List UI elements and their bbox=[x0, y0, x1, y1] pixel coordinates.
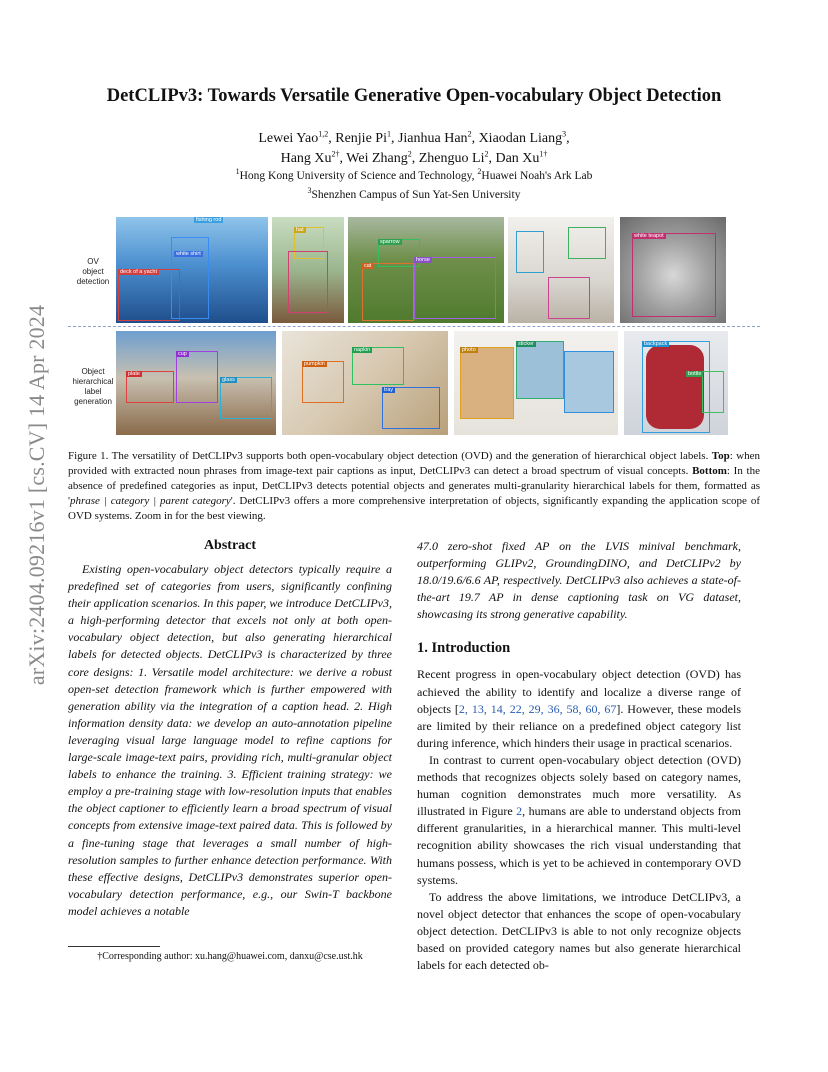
tag-white-shirt: white shirt bbox=[176, 251, 201, 257]
footnote: †Corresponding author: xu.hang@huawei.com, danxu@cse.ust.hk bbox=[97, 951, 363, 962]
tag-backpack: backpack bbox=[644, 341, 668, 347]
tag-fishing-rod: fishing rod bbox=[196, 217, 222, 223]
tag-deck: deck of a yacht bbox=[120, 269, 157, 275]
affiliation-line-1: $^1$Hong Kong University of Science and Technology, $^2$Huawei Noah's Ark Lab bbox=[235, 167, 593, 182]
image-photos bbox=[454, 331, 618, 435]
image-kitchen bbox=[508, 217, 614, 323]
image-teapot bbox=[620, 217, 726, 323]
footnote-rule bbox=[68, 946, 160, 947]
tag-sticker: sticker bbox=[518, 341, 534, 347]
tag-cat: cat bbox=[364, 263, 372, 269]
figure-divider bbox=[68, 326, 760, 327]
tag-photo: photo bbox=[462, 347, 476, 353]
tag-sparrow: sparrow bbox=[380, 239, 400, 245]
row-label-ov-detection: OV object detection bbox=[76, 257, 110, 286]
affiliation-line-2: $^3$Shenzhen Campus of Sun Yat-Sen University bbox=[307, 186, 521, 201]
caption-label: Figure 1. bbox=[68, 450, 109, 462]
tag-pumpkin: pumpkin bbox=[304, 361, 325, 367]
tag-bottle: bottle bbox=[688, 371, 702, 377]
image-table-food bbox=[282, 331, 448, 435]
left-column bbox=[68, 538, 392, 920]
image-animals bbox=[348, 217, 504, 323]
tag-plate: plate bbox=[128, 371, 140, 377]
abstract-continuation: 47.0 zero-shot fixed AP on the LVIS minival benchmark, outperforming GLIPv2, GroundingDINO, and DetCLIPv2 by 18.0/19.6/6.6 AP, respectively. DetCLIPv3 also achieves a state-of-the-art 19.7 AP in dense captioning task on VG dataset, showcasing its strong generative capability. bbox=[417, 539, 741, 622]
introduction-heading: 1. Introduction bbox=[417, 640, 511, 657]
citation-links[interactable]: 2, 13, 14, 22, 29, 36, 58, 60, 67 bbox=[458, 701, 617, 716]
arxiv-stamp-text: arXiv:2404.09216v1 [cs.CV] 14 Apr 2024 bbox=[24, 304, 49, 686]
right-column bbox=[417, 538, 741, 974]
tag-tray: tray bbox=[384, 387, 394, 393]
abstract-heading: Abstract bbox=[203, 538, 257, 553]
intro-paragraph-3: To address the above limitations, we introduce DetCLIPv3, a novel object detector that enhances the scope of open-vocabulary object detection. DetCLIPv3 is able to not only recognize objects based on provided category names but also generate hierarchical labels for each detected ob- bbox=[417, 889, 741, 973]
figure-1 bbox=[68, 215, 760, 437]
author-list bbox=[0, 129, 828, 169]
image-person bbox=[272, 217, 344, 323]
author-line-2: Hang $Xu^{2\dagger}$, Wei Zhang$^2$, Zhenguo Li$^2$, Dan $Xu^{1\dagger}$ bbox=[280, 149, 548, 166]
abstract-body: Existing open-vocabulary object detectors typically require a predefined set of categories from users, significantly confining their application scenarios. In this paper, we introduce DetCLIPv3, a high-performing detector that excels not only at both open-vocabulary object detection, but also generating hierarchical labels for detected objects. DetCLIPv3 is characterized by three core designs: 1. Versatile model architecture: we derive a robust open-set detection framework which is further empowered with generation ability via the integration of a caption head. 2. High information density data: we develop an auto-annotation pipeline leveraging visual large language model to refine captions for large-scale image-text pairs, providing rich, multi-granular object labels to enhance the training. 3. Efficient training strategy: we employ a pre-training stage with low-resolution inputs that enables the object captioner to efficiently learn a broad spectrum of visual concepts from extensive image-text paired data. This is followed by a fine-tuning stage that leverages a small number of high-resolution samples to further enhance detection performance. With these effective designs, DetCLIPv3 demonstrates superior open-vocabulary detection performance, e.g., our Swin-T backbone model achieves a notable bbox=[68, 562, 392, 918]
figure-2-link[interactable]: 2 bbox=[516, 804, 523, 819]
image-yacht bbox=[116, 217, 268, 323]
figure-caption: Figure 1. The versatility of DetCLIPv3 supports both open-vocabulary object detection (OVD) and the generation of hierarchical object labels. Top: when provided with extracted noun phrases from image-text pair captions as input, DetCLIPv3 can detect a broad spectrum of visual concepts. Bottom: In the absence of predefined categories as input, DetCLIPv3 detects potential objects and generates multi-granularity hierarchical labels for them, formatted as 'phrase | category | parent category'. DetCLIPv3 offers a more comprehensive interpretation of objects, significantly expanding the application scope of OVD systems. Zoom in for the best viewing. bbox=[68, 450, 760, 522]
image-dining bbox=[116, 331, 276, 435]
intro-paragraph-1: Recent progress in open-vocabulary object detection (OVD) has achieved the ability to identify and localize a diverse range of objects [2, 13, 14, 22, 29, 36, 58, 60, 67]. However, these models are limited by their reliance on a predefined object category list during inference, which hinders their usage in practical scenarios. bbox=[417, 667, 741, 750]
tag-glass: glass bbox=[222, 377, 235, 383]
arxiv-stamp bbox=[22, 285, 52, 705]
tag-napkin: napkin bbox=[354, 347, 371, 353]
tag-cup: cup bbox=[178, 351, 187, 357]
row-label-hierarchical: Object hierarchical label generation bbox=[72, 367, 114, 406]
author-line-1: Lewei Yao$^{1,2}$, Renjie Pi$^1$, Jianhua Han$^2$, Xiaodan Liang$^3$, bbox=[258, 129, 570, 146]
paper-title: DetCLIPv3: Towards Versatile Generative Open-vocabulary Object Detection bbox=[106, 86, 722, 106]
tag-hat: hat bbox=[296, 227, 304, 233]
image-backpack bbox=[624, 331, 728, 435]
intro-paragraph-2: In contrast to current open-vocabulary object detection (OVD) methods that recognizes objects solely based on category names, human cognition demonstrates much more versatility. As illustrated in Figure 2, humans are able to understand objects from different granularities, in a hierarchical manner. This multi-level recognition ability showcases the rich visual understanding that humans possess, which is yet to be achieved in contemporary OVD systems. bbox=[417, 752, 741, 887]
tag-horse: horse bbox=[416, 257, 430, 263]
tag-white-teapot: white teapot bbox=[634, 233, 664, 239]
